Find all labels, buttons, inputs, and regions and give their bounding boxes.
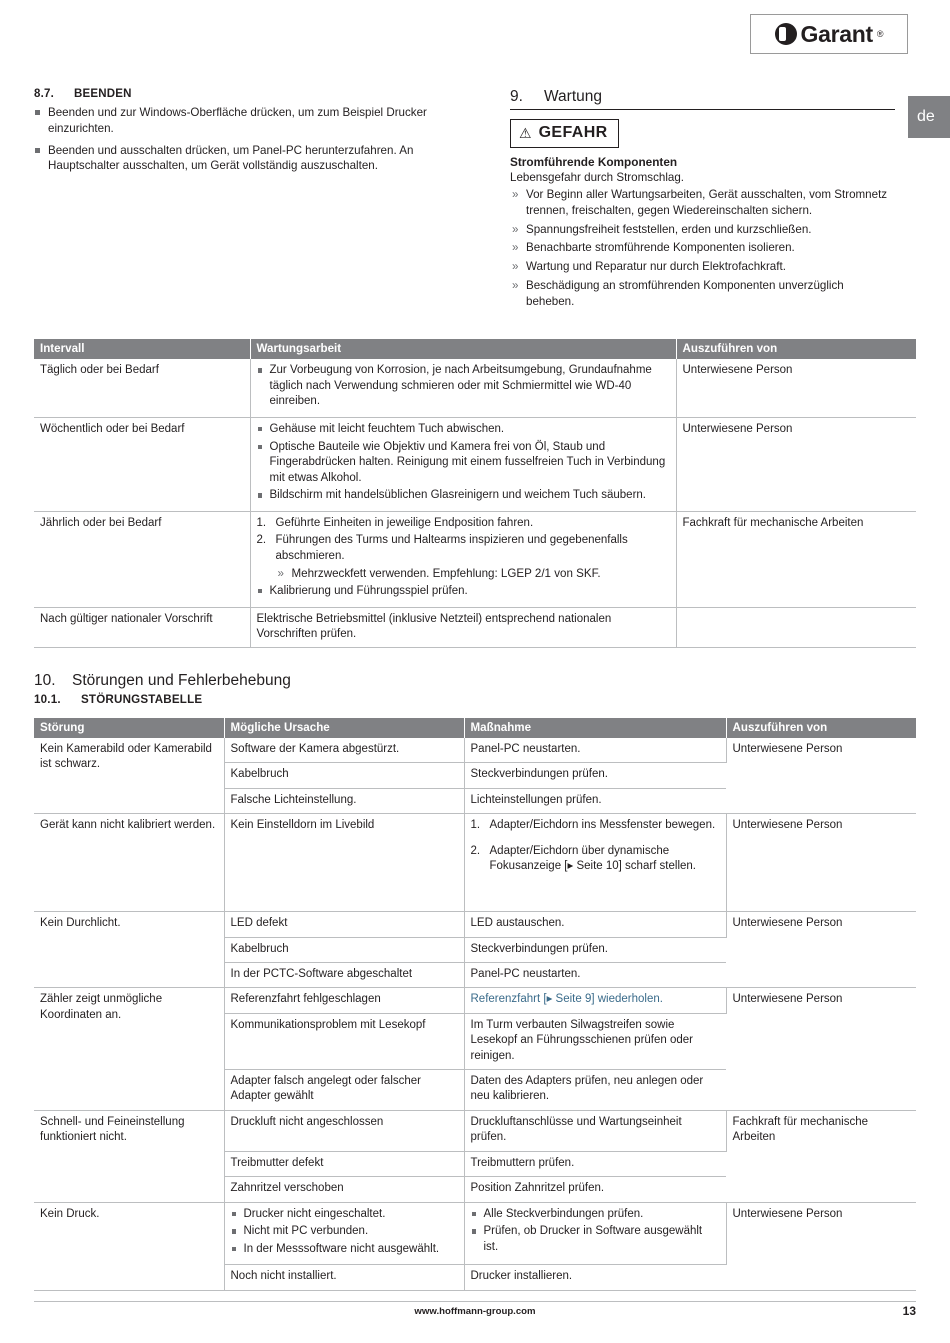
cell-work [250, 512, 676, 608]
section-heading-10-1 [34, 693, 916, 706]
cell-action[interactable]: Referenzfahrt [▸ Seite 9] wiederholen. [464, 988, 726, 1013]
work-chevron-wrap [257, 566, 670, 582]
list-item: Adapter/Eichdorn über dynamische Fokusanzeige [▸ Seite 10] scharf stellen. [489, 844, 696, 873]
section-title: BEENDEN [74, 88, 132, 100]
table-row [34, 359, 916, 417]
cause-bullet-list [231, 1207, 458, 1258]
section-heading-9 [510, 88, 895, 110]
table-row [34, 1110, 916, 1151]
cell-action: Treibmuttern prüfen. [464, 1151, 726, 1176]
cell-performed-by: Unterwiesene Person [676, 359, 916, 417]
list-item: » Spannungsfreiheit feststellen, erden und kurzschließen. [510, 222, 895, 238]
cell-cause: LED defekt [224, 912, 464, 937]
cell-cause: Zahnritzel verschoben [224, 1177, 464, 1202]
cell-action: Panel-PC neustarten. [464, 963, 726, 988]
logo-text: Garant [800, 20, 873, 47]
cell-action: Position Zahnritzel prüfen. [464, 1177, 726, 1202]
column-header-cause: Mögliche Ursache [224, 718, 464, 738]
list-item: Führungen des Turms und Haltearms inspizieren und gegebenenfalls abschmieren. [275, 534, 628, 562]
action-numbered-list [471, 818, 720, 874]
table-header-row [34, 718, 916, 738]
cell-cause [224, 1202, 464, 1265]
brand-logo [750, 14, 908, 54]
cell-cause: Noch nicht installiert. [224, 1265, 464, 1290]
cell-work: Elektrische Betriebsmittel (inklusive Netzteil) entsprechend nationalen Vorschriften prüfen. [250, 607, 676, 648]
cell-action: Panel-PC neustarten. [464, 738, 726, 763]
cell-performed-by [676, 607, 916, 648]
list-item: Beenden und zur Windows-Oberfläche drücken, um zum Beispiel Drucker einzurichten. [34, 105, 464, 137]
column-header-work: Wartungsarbeit [250, 339, 676, 359]
table-row [34, 417, 916, 511]
cell-interval: Nach gültiger nationaler Vorschrift [34, 607, 250, 648]
cell-fault: Schnell- und Feineinstellung funktioniert nicht. [34, 1110, 224, 1202]
danger-label: GEFAHR [538, 124, 608, 141]
list-item: In der Messsoftware nicht ausgewählt. [231, 1242, 458, 1258]
maintenance-table-wrap [34, 339, 916, 648]
column-header-interval: Intervall [34, 339, 250, 359]
work-bullet-list [257, 584, 670, 600]
section-title: Wartung [544, 88, 603, 105]
table-row [34, 738, 916, 763]
cell-action: Steckverbindungen prüfen. [464, 763, 726, 788]
cell-action: Drucker installieren. [464, 1265, 726, 1290]
page-footer [0, 1301, 950, 1321]
cell-action: Steckverbindungen prüfen. [464, 937, 726, 962]
cell-performed-by: Unterwiesene Person [726, 988, 916, 1110]
cell-fault: Zähler zeigt unmögliche Koordinaten an. [34, 988, 224, 1110]
cell-fault: Kein Durchlicht. [34, 912, 224, 988]
cell-cause: Druckluft nicht angeschlossen [224, 1110, 464, 1151]
list-item: Prüfen, ob Drucker in Software ausgewählt ist. [471, 1224, 720, 1255]
work-bullet-list [257, 422, 670, 504]
list-item: » Wartung und Reparatur nur durch Elektrofachkraft. [510, 259, 895, 275]
warning-triangle-icon: ⚠ [519, 125, 532, 141]
column-header-fault: Störung [34, 718, 224, 738]
table-row [34, 607, 916, 648]
list-item: Bildschirm mit handelsüblichen Glasreinigern und weichem Tuch säubern. [257, 488, 670, 504]
table-row [34, 912, 916, 937]
table-row [34, 988, 916, 1013]
list-item: Nicht mit PC verbunden. [231, 1224, 458, 1240]
work-bullet-list [257, 363, 670, 410]
cell-cause: Kabelbruch [224, 763, 464, 788]
cell-cause: Treibmutter defekt [224, 1151, 464, 1176]
section-number: 10. [34, 672, 56, 689]
list-item: Drucker nicht eingeschaltet. [231, 1207, 458, 1223]
danger-heading: Stromführende Komponenten [510, 155, 678, 169]
cell-performed-by: Fachkraft für mechanische Arbeiten [726, 1110, 916, 1202]
fault-table-wrap [34, 718, 916, 1291]
cell-performed-by: Fachkraft für mechanische Arbeiten [676, 512, 916, 608]
cell-interval: Wöchentlich oder bei Bedarf [34, 417, 250, 511]
language-tab: de [908, 96, 950, 138]
cell-action [464, 814, 726, 912]
page-number: 13 [902, 1304, 916, 1318]
list-item: Gehäuse mit leicht feuchtem Tuch abwischen. [257, 422, 670, 438]
table-header-row [34, 339, 916, 359]
section-heading-10 [34, 672, 916, 690]
cell-interval: Täglich oder bei Bedarf [34, 359, 250, 417]
cell-action: Druckluftanschlüsse und Wartungseinheit prüfen. [464, 1110, 726, 1151]
left-column [34, 88, 464, 180]
section-title: STÖRUNGSTABELLE [81, 693, 203, 706]
table-row [34, 1202, 916, 1265]
cell-performed-by: Unterwiesene Person [726, 912, 916, 988]
cell-work [250, 417, 676, 511]
cell-cause: Referenzfahrt fehlgeschlagen [224, 988, 464, 1013]
cell-action [464, 1202, 726, 1265]
cell-cause: Adapter falsch angelegt oder falscher Adapter gewählt [224, 1070, 464, 1111]
cell-cause: Kabelbruch [224, 937, 464, 962]
footer-url[interactable]: www.hoffmann-group.com [414, 1306, 536, 1317]
column-header-performed-by: Auszuführen von [726, 718, 916, 738]
cell-performed-by: Unterwiesene Person [726, 814, 916, 912]
list-item: Zur Vorbeugung von Korrosion, je nach Arbeitsumgebung, Grundaufnahme täglich nach Verwendung schmieren oder mit Schmiermittel wie WD-40 einreiben. [257, 363, 670, 410]
action-bullet-list [471, 1207, 720, 1256]
list-item: » Benachbarte stromführende Komponenten isolieren. [510, 240, 895, 256]
work-chevron-list [276, 566, 670, 582]
cell-performed-by: Unterwiesene Person [676, 417, 916, 511]
table-row [34, 512, 916, 608]
list-item: Alle Steckverbindungen prüfen. [471, 1207, 720, 1223]
danger-measure-list [510, 187, 895, 309]
fault-table [34, 718, 916, 1291]
cell-cause: Software der Kamera abgestürzt. [224, 738, 464, 763]
registered-trademark-icon: ® [876, 29, 884, 39]
danger-notice-box [510, 119, 619, 148]
cell-fault: Gerät kann nicht kalibriert werden. [34, 814, 224, 912]
cell-performed-by: Unterwiesene Person [726, 738, 916, 814]
section-heading-8-7 [34, 88, 464, 100]
maintenance-table [34, 339, 916, 648]
section-number: 9. [510, 88, 523, 105]
cell-fault: Kein Kamerabild oder Kamerabild ist schwarz. [34, 738, 224, 814]
cell-cause: Kein Einstelldorn im Livebild [224, 814, 464, 912]
work-numbered-list [257, 516, 670, 564]
list-item: » Vor Beginn aller Wartungsarbeiten, Gerät ausschalten, vom Stromnetz trennen, freischalten, gegen Wiedereinschalten sichern. [510, 187, 895, 219]
cell-action: LED austauschen. [464, 912, 726, 937]
column-header-performed-by: Auszuführen von [676, 339, 916, 359]
cell-cause: In der PCTC-Software abgeschaltet [224, 963, 464, 988]
cell-work [250, 359, 676, 417]
list-item: » Beschädigung an stromführenden Komponenten unverzüglich beheben. [510, 278, 895, 310]
column-header-action: Maßnahme [464, 718, 726, 738]
footer-divider [34, 1301, 916, 1302]
cell-performed-by: Unterwiesene Person [726, 1202, 916, 1290]
cell-cause: Falsche Lichteinstellung. [224, 788, 464, 813]
cell-action: Lichteinstellungen prüfen. [464, 788, 726, 813]
list-item: Optische Bauteile wie Objektiv und Kamera frei von Öl, Staub und Fingerabdrücken halten. Reinigung mit einem fusselfreien Tuch in Verbindung mit etwas Alkohol. [257, 440, 670, 487]
section-number: 8.7. [34, 88, 54, 100]
list-item: Beenden und ausschalten drücken, um Panel-PC herunterzufahren. An Hauptschalter ausschalten, um Gerät vollständig auszuschalten. [34, 143, 464, 175]
list-item: Kalibrierung und Führungsspiel prüfen. [257, 584, 670, 600]
list-item: Adapter/Eichdorn ins Messfenster bewegen. [489, 819, 716, 832]
cell-action: Daten des Adapters prüfen, neu anlegen oder neu kalibrieren. [464, 1070, 726, 1111]
section-title: Störungen und Fehlerbehebung [72, 672, 291, 689]
cell-interval: Jährlich oder bei Bedarf [34, 512, 250, 608]
section-number: 10.1. [34, 693, 61, 706]
cell-fault: Kein Druck. [34, 1202, 224, 1290]
garant-mark-icon [775, 23, 797, 45]
cell-action: Im Turm verbauten Silwagstreifen sowie Lesekopf an Führungsschienen prüfen oder reinigen. [464, 1013, 726, 1069]
list-item: Geführte Einheiten in jeweilige Endposition fahren. [275, 517, 534, 529]
danger-subtext: Lebensgefahr durch Stromschlag. [510, 171, 685, 184]
right-column [510, 88, 895, 312]
table-row [34, 814, 916, 912]
list-item: » Mehrzweckfett verwenden. Empfehlung: LGEP 2/1 von SKF. [276, 566, 670, 582]
fault-section-headings [34, 672, 916, 710]
cell-cause: Kommunikationsproblem mit Lesekopf [224, 1013, 464, 1069]
beenden-bullet-list [34, 105, 464, 174]
